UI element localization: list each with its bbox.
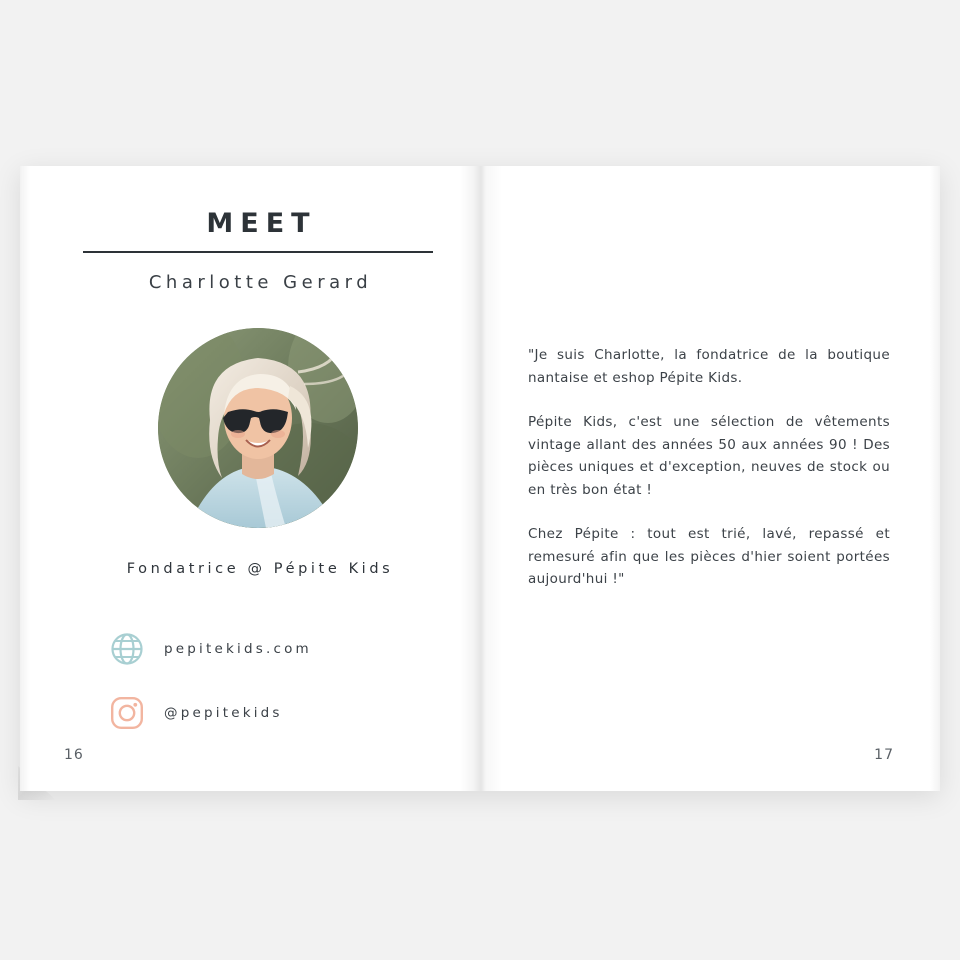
page-title: MEET	[206, 208, 317, 239]
globe-icon	[108, 630, 146, 668]
portrait-photo	[158, 328, 358, 528]
instagram-icon	[108, 694, 146, 732]
right-page-content	[472, 166, 940, 591]
right-page	[472, 166, 940, 791]
page-number-right: 17	[874, 747, 894, 763]
link-row-website[interactable]	[108, 629, 444, 669]
page-number-left: 16	[64, 747, 84, 763]
body-paragraph: Pépite Kids, c'est une sélection de vêtements vintage allant des années 50 aux années 90 ! Des pièces uniques et d'exception, neuves de stock ou en très bon état !	[528, 414, 890, 498]
title-divider	[83, 251, 433, 253]
book-spread	[20, 166, 940, 791]
left-page	[20, 166, 472, 791]
subject-role: Fondatrice @ Pépite Kids	[126, 560, 394, 577]
subject-name: Charlotte Gerard	[148, 271, 373, 293]
left-page-content	[20, 166, 472, 733]
website-label: pepitekids.com	[164, 640, 312, 657]
body-paragraph: Chez Pépite : tout est trié, lavé, repassé et remesuré afin que les pièces d'hier soient portées aujourd'hui !"	[528, 526, 890, 587]
body-paragraph: "Je suis Charlotte, la fondatrice de la boutique nantaise et eshop Pépite Kids.	[528, 347, 890, 386]
contact-links	[72, 629, 444, 733]
link-row-instagram[interactable]	[108, 693, 444, 733]
instagram-label: @pepitekids	[164, 704, 283, 721]
